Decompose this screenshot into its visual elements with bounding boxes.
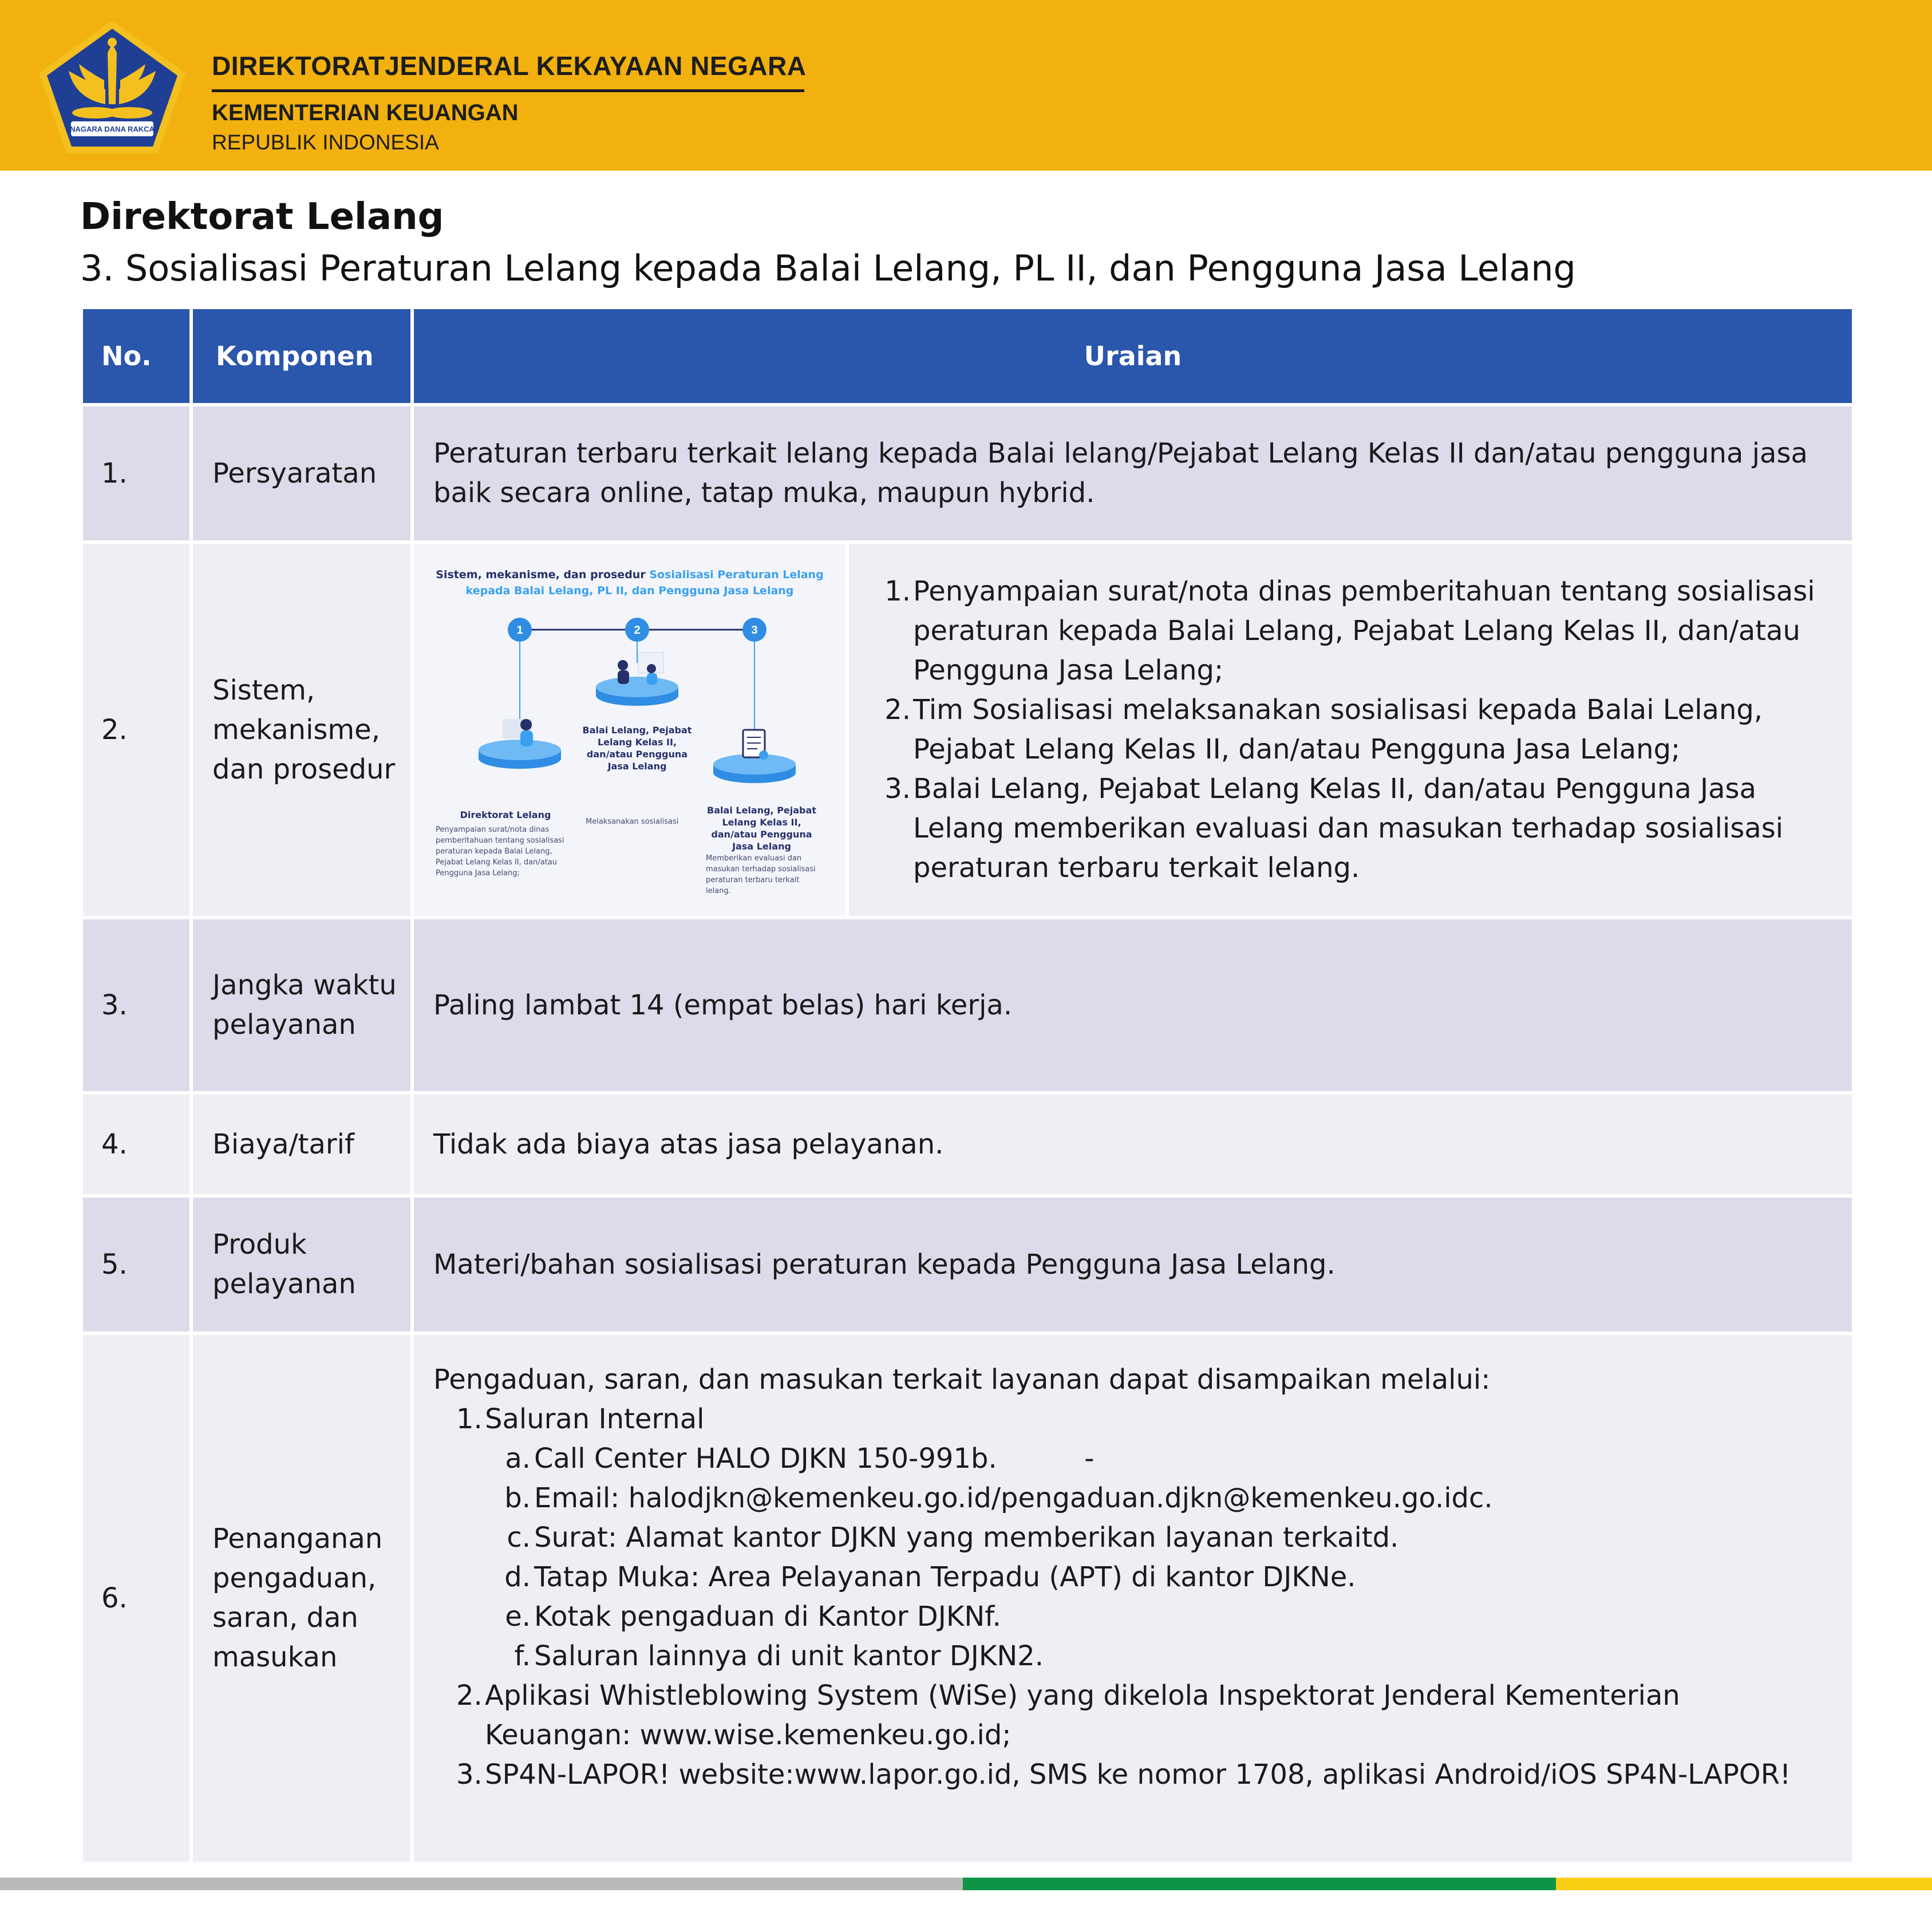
table-row — [83, 406, 1852, 544]
procedure-infographic — [414, 544, 849, 916]
footer-bar-grey — [0, 1878, 963, 1890]
row-number: 1. — [83, 406, 193, 540]
sub-list-item — [433, 1479, 1829, 1518]
org-divider — [212, 89, 804, 92]
evaluation-checklist-icon — [713, 730, 796, 783]
table-row — [83, 1198, 1852, 1335]
step-node-label: 3 — [751, 624, 758, 637]
list-text: Call Center HALO DJKN 150-991b. - — [534, 1443, 1095, 1475]
list-text: Saluran Internal — [485, 1403, 705, 1435]
list-letter: d. — [504, 1561, 531, 1593]
header-banner — [0, 0, 1932, 171]
table-row — [83, 544, 1852, 919]
actor-label: Balai Lelang, Pejabat Lelang Kelas II, dan/atau Pengguna Jasa Lelang — [582, 725, 692, 772]
list-text: Penyampaian surat/nota dinas pemberitahuan tentang sosialisasi peraturan kepada Balai Lelang, Pejabat Lelang Kelas II, dan/atau Pengguna Jasa Lelang; — [913, 575, 1815, 686]
list-text: Tim Sosialisasi melaksanakan sosialisasi kepada Balai Lelang, Pejabat Lelang Kelas II, dan/atau Pengguna Jasa Lelang; — [913, 694, 1763, 765]
sub-list-item — [433, 1518, 1829, 1558]
row-number: 4. — [83, 1095, 193, 1194]
list-number: 1. — [456, 1403, 483, 1435]
row-number: 2. — [83, 544, 193, 916]
row-komponen: Sistem, mekanisme, dan prosedur — [193, 544, 414, 916]
footer-bar-yellow — [1556, 1878, 1932, 1890]
procedure-steps — [849, 544, 1852, 916]
sub-list-item — [433, 1637, 1829, 1676]
list-item — [883, 769, 1829, 888]
list-letter: f. — [514, 1640, 531, 1672]
page-title: Direktorat Lelang — [80, 196, 444, 238]
list-text: SP4N-LAPOR! website:www.lapor.go.id, SMS ke nomor 1708, aplikasi Android/iOS SP4N-LAPOR! — [485, 1759, 1791, 1791]
row-number: 5. — [83, 1198, 193, 1332]
list-item — [883, 690, 1829, 769]
row-komponen: Persyaratan — [193, 406, 414, 540]
list-letter: e. — [505, 1601, 531, 1633]
row-number: 6. — [83, 1335, 193, 1862]
sub-list-item — [433, 1597, 1829, 1637]
step-node-2 — [625, 618, 649, 642]
infographic-title-prefix: Sistem, mekanisme, dan prosedur — [436, 568, 646, 581]
sub-list-item — [433, 1439, 1829, 1479]
list-letter: c. — [507, 1522, 531, 1554]
header-uraian: Uraian — [1084, 341, 1182, 372]
row-komponen: Penanganan pengaduan, saran, dan masukan — [193, 1335, 414, 1862]
org-name: DIREKTORATJENDERAL KEKAYAAN NEGARA — [212, 51, 807, 81]
actor-label: Balai Lelang, Pejabat Lelang Kelas II, dan/atau Pengguna Jasa Lelang — [707, 805, 816, 852]
table-header-row — [83, 309, 1852, 406]
list-number: 3. — [884, 773, 911, 805]
row-komponen: Biaya/tarif — [193, 1095, 414, 1194]
row-number: 3. — [83, 919, 193, 1091]
table-row — [83, 1335, 1852, 1862]
country-name: REPUBLIK INDONESIA — [212, 131, 439, 154]
complaint-intro: Pengaduan, saran, dan masukan terkait layanan dapat disampaikan melalui: — [433, 1364, 1491, 1396]
row-uraian — [414, 544, 1852, 916]
actor-label: Direktorat Lelang — [460, 809, 551, 820]
step-node-3 — [742, 618, 767, 642]
list-letter: b. — [504, 1482, 531, 1514]
list-item — [433, 1400, 1829, 1439]
list-item — [433, 1676, 1829, 1755]
list-text: Kotak pengaduan di Kantor DJKNf. — [534, 1601, 1001, 1633]
row-komponen: Produk pelayanan — [193, 1198, 414, 1332]
service-standard-table — [83, 309, 1852, 1862]
list-text: Aplikasi Whistleblowing System (WiSe) yang dikelola Inspektorat Jenderal Kementerian Keuangan: www.wise.kemenkeu.go.id; — [485, 1680, 1680, 1751]
row-uraian: Peraturan terbaru terkait lelang kepada Balai lelang/Pejabat Lelang Kelas II dan/atau pengguna jasa baik secara online, tatap muka, maupun hybrid. — [433, 437, 1808, 509]
row-uraian: Materi/bahan sosialisasi peraturan kepada Pengguna Jasa Lelang. — [433, 1248, 1336, 1281]
list-item — [433, 1755, 1829, 1795]
footer-bar-green — [963, 1878, 1556, 1890]
list-text: Surat: Alamat kantor DJKN yang memberikan layanan terkaitd. — [534, 1522, 1399, 1554]
step-node-label: 2 — [634, 624, 641, 637]
list-text: Saluran lainnya di unit kantor DJKN2. — [534, 1640, 1044, 1672]
table-row — [83, 919, 1852, 1095]
list-letter: a. — [505, 1443, 531, 1475]
actor-description: Memberikan evaluasi dan masukan terhadap sosialisasi peraturan terbaru terkait lelang. — [706, 854, 816, 895]
step-node-1 — [508, 618, 532, 642]
list-item — [883, 572, 1829, 690]
organization-block — [212, 50, 807, 155]
logo-motto: NAGARA DANA RAKCA — [70, 125, 155, 133]
actor-description: Melaksanakan sosialisasi — [586, 817, 679, 826]
kemenkeu-logo-icon — [35, 18, 189, 156]
list-number: 1. — [884, 575, 911, 607]
list-number: 2. — [456, 1680, 483, 1712]
list-text: Balai Lelang, Pejabat Lelang Kelas II, dan/atau Pengguna Jasa Lelang memberikan evaluasi dan masukan terhadap sosialisasi peraturan terbaru terkait lelang. — [913, 773, 1784, 884]
row-uraian: Tidak ada biaya atas jasa pelayanan. — [433, 1128, 944, 1160]
actor-description: Penyampaian surat/nota dinas pemberitahuan tentang sosialisasi peraturan kepada Balai Lelang, Pejabat Lelang Kelas II, dan/atau Pengguna Jasa Lelang; — [436, 825, 564, 878]
list-text: Email: halodjkn@kemenkeu.go.id/pengaduan.djkn@kemenkeu.go.idc. — [534, 1482, 1493, 1514]
step-node-label: 1 — [516, 624, 523, 637]
infographic-title-highlight: Sosialisasi Peraturan Lelang kepada Balai Lelang, PL II, dan Pengguna Jasa Lelang — [465, 568, 824, 597]
list-text: Tatap Muka: Area Pelayanan Terpadu (APT) di kantor DJKNe. — [534, 1561, 1356, 1593]
office-worker-icon — [479, 719, 561, 769]
sub-list-item — [433, 1558, 1829, 1597]
infographic-title — [425, 567, 834, 599]
header-komponen: Komponen — [193, 309, 414, 403]
list-number: 3. — [456, 1759, 483, 1791]
table-row — [83, 1095, 1852, 1198]
row-komponen: Jangka waktu pelayanan — [193, 919, 414, 1091]
row-uraian: Paling lambat 14 (empat belas) hari kerja. — [433, 989, 1013, 1021]
row-uraian — [414, 1335, 1852, 1862]
page-subtitle: 3. Sosialisasi Peraturan Lelang kepada Balai Lelang, PL II, dan Pengguna Jasa Lelang — [80, 247, 1576, 289]
ministry-name: KEMENTERIAN KEUANGAN — [212, 100, 519, 125]
list-number: 2. — [884, 694, 911, 726]
header-no: No. — [83, 309, 193, 403]
